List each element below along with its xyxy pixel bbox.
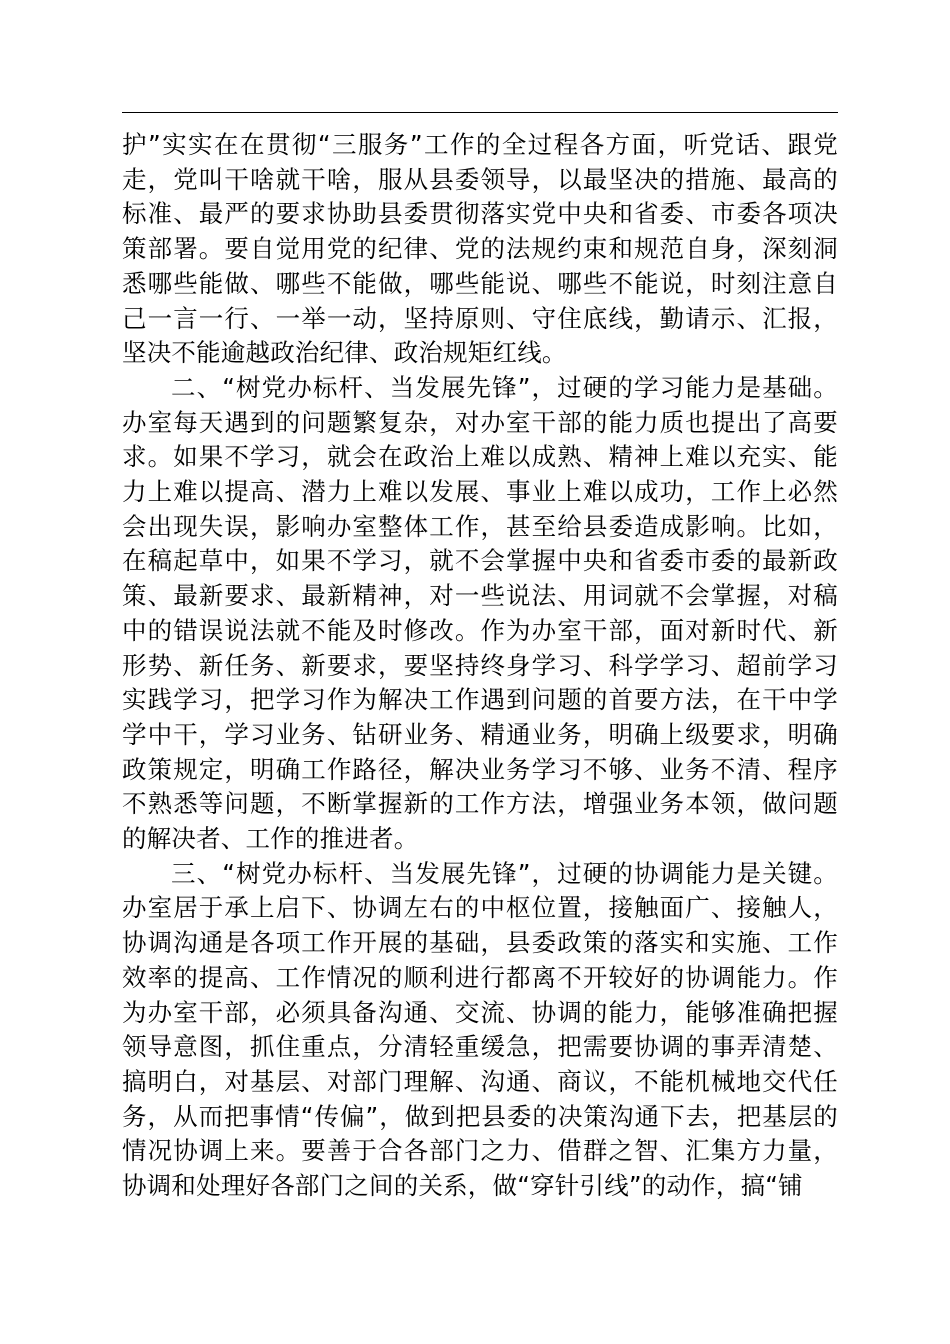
paragraph-2-learning-ability: 二、“树党办标杆、当发展先锋”，过硬的学习能力是基础。办室每天遇到的问题繁复杂，对办室干部的能力质也提出了高要求。如果不学习，就会在政治上难以成熟、精神上难以充实、能力上难以提高、潜力上难以发展、事业上难以成功，工作上必然会出现失误，影响办室整体工作，甚至给县委造成影响。比如，在稿起草中，如果不学习，就不会掌握中央和省委市委的最新政策、最新要求、最新精神，对一些说法、用词就不会掌握，对稿中的错误说法就不能及时修改。作为办室干部，面对新时代、新形势、新任务、新要求，要坚持终身学习、科学学习、超前学习实践学习，把学习作为解决工作遇到问题的首要方法，在干中学学中干，学习业务、钻研业务、精通业务，明确上级要求，明确政策规定，明确工作路径，解决业务学习不够、业务不清、程序不熟悉等问题，不断掌握新的工作方法，增强业务本领，做问题的解决者、工作的推进者。 — [122, 372, 838, 854]
paragraph-3-coordination-ability: 三、“树党办标杆、当发展先锋”，过硬的协调能力是关键。办室居于承上启下、协调左右的中枢位置，接触面广、接触人，协调沟通是各项工作开展的基础，县委政策的落实和实施、工作效率的提高、工作情况的顺利进行都离不开较好的协调能力。作为办室干部，必须具备沟通、交流、协调的能力，能够准确把握领导意图，抓住重点，分清轻重缓急，把需要协调的事弄清楚、搞明白，对基层、对部门理解、沟通、商议，不能机械地交代任务，从而把事情“传偏”，做到把县委的决策沟通下去，把基层的情况协调上来。要善于合各部门之力、借群之智、汇集方力量，协调和处理好各部门之间的关系，做“穿针引线”的动作，搞“铺 — [122, 858, 838, 1201]
document-body — [122, 128, 838, 1204]
header-rule — [122, 112, 838, 113]
paragraph-1: 护”实实在在贯彻“三服务”工作的全过程各方面，听党话、跟党走，党叫干啥就干啥，服从县委领导，以最坚决的措施、最高的标准、最严的要求协助县委贯彻落实党中央和省委、市委各项决策部署。要自觉用党的纪律、党的法规约束和规范自身，深刻洞悉哪些能做、哪些不能做，哪些能说、哪些不能说，时刻注意自己一言一行、一举一动，坚持原则、守住底线，勤请示、汇报，坚决不能逾越政治纪律、政治规矩红线。 — [122, 130, 838, 368]
